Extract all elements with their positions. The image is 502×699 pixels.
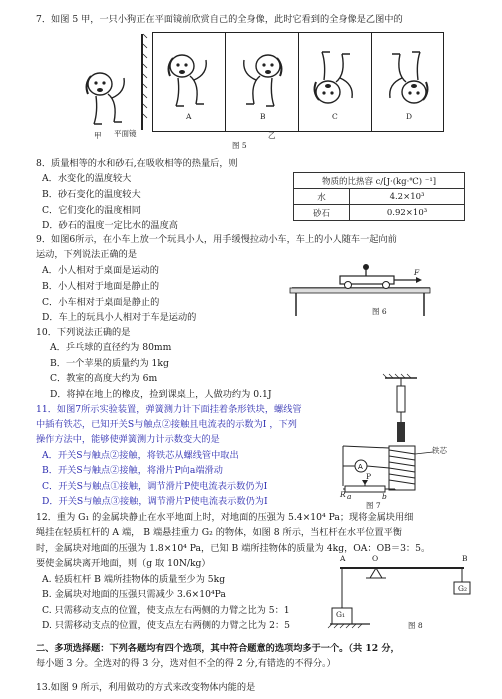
q13-stem: 13.如图 9 所示，利用做功的方式来改变物体内能的是 (36, 682, 256, 693)
q11-option-c: C．开关S与触点①接触，调节滑片P使电流表示数仍为I (42, 481, 268, 492)
q12-line-4: 要使金属块离开地面，则（g 取 10N/kg） (36, 558, 211, 569)
slider-label: P (366, 472, 372, 481)
section2-heading-2: 每小题 3 分。全选对的得 3 分，选对但不全的得 2 分,有错选的不得分。） (36, 658, 336, 669)
q9-option-b: B．小人相对于地面是静止的 (42, 281, 160, 292)
q9-stem-1: 9．如图6所示，在小车上放一个玩具小人，用手缓慢拉动小车，车上的小人随车一起向前 (36, 234, 397, 245)
specific-heat-table (293, 172, 465, 221)
q11-option-a: A．开关S与触点②接触，将铁芯从螺线管中取出 (42, 450, 239, 461)
weight-g1-label: G₁ (336, 610, 345, 619)
terminal-a-label: a (347, 492, 352, 501)
label-mirror: 平面镜 (114, 129, 137, 138)
q12-option-d: D. 只需移动支点的位置，使支点左右两侧的力臂之比为 2：5 (42, 620, 290, 631)
q8-option-c: C．它们变化的温度相同 (42, 205, 141, 216)
terminal-b-label: b (382, 492, 387, 501)
mirror-line (140, 34, 146, 134)
table-cell: 4.2×10³ (350, 189, 465, 205)
q9-option-c: C．小车相对于桌面是静止的 (42, 297, 160, 308)
fulcrum-o-label: O (372, 554, 379, 563)
table-header: 物质的比热容 c/[J·(kg·℃) ⁻¹] (294, 173, 465, 189)
option-a-label: A (186, 112, 192, 121)
option-c-label: C (332, 112, 338, 121)
q11-option-b: B．开关S与触点②接触，将滑片P向a端滑动 (42, 465, 223, 476)
fig6-caption: 图 6 (372, 307, 387, 316)
lever-end-b-label: B (462, 554, 468, 563)
q11-option-d: D．开关S与触点③接触，调节滑片P使电流表示数仍为I (42, 496, 268, 507)
q11-stem-2: 中插有铁芯，已知开关S与触点②接触且电流表的示数为I ，下列 (36, 419, 297, 430)
q7-stem: 7．如图 5 甲，一只小狗正在平面镜前欣赏自己的全身像，此时它看到的全身像是乙图中的 (36, 14, 403, 25)
q10-option-c: C．教室的高度大约为 6m (50, 373, 158, 384)
dog-option-b-icon (234, 48, 290, 110)
fig7-circuit-diagram (335, 376, 465, 501)
weight-g2-label: G₂ (458, 584, 467, 593)
fig8-caption: 图 8 (408, 621, 423, 630)
q10-option-b: B．一个苹果的质量约为 1kg (50, 358, 169, 369)
iron-core-label: 铁芯 (432, 446, 447, 455)
option-b-label: B (260, 112, 266, 121)
q10-stem: 10．下列说法正确的是 (36, 327, 131, 338)
q11-stem-1: 11．如图7所示实验装置，弹簧测力计下面挂着条形铁块，螺线管 (36, 404, 302, 415)
table-cell: 水 (294, 189, 350, 205)
q12-option-c: C. 只需移动支点的位置，使支点左右两侧的力臂之比为 5：1 (42, 605, 290, 616)
fig5-caption: 图 5 (232, 141, 247, 150)
fig6-cart-diagram (290, 258, 440, 318)
fig8-lever-diagram (330, 560, 470, 630)
dog-option-a-icon (160, 48, 216, 110)
label-jia: 甲 (94, 131, 102, 140)
q8-stem: 8．质量相等的水和砂石,在吸收相等的热量后，则 (36, 158, 238, 169)
fig7-caption: 图 7 (366, 501, 381, 510)
q10-option-a: A．乒乓球的直径约为 80mm (50, 342, 172, 353)
dog-option-c-icon (306, 48, 362, 110)
q9-option-a: A．小人相对于桌面是运动的 (42, 265, 159, 276)
table-cell: 砂石 (294, 205, 350, 221)
q12-line-3: 时，金属块对地面的压强为 1.8×10⁴ Pa，已知 B 端所挂物体的质量为 4kg，OA：OB＝3：5。 (36, 543, 431, 554)
q9-option-d: D．车上的玩具小人相对于车是运动的 (42, 312, 197, 323)
dog-option-d-icon (380, 48, 436, 110)
lever-end-a-label: A (340, 554, 346, 563)
section2-heading-1: 二、多项选择题：下列各题均有四个选项，其中符合题意的选项均多于一个。（共 12 分， (36, 643, 400, 654)
dog-icon (78, 66, 134, 128)
q8-option-b: B．砂石变化的温度较大 (42, 189, 141, 200)
q12-line-1: 12．重为 G₁ 的金属块静止在水平地面上时，对地面的压强为 5.4×10⁴ Pa；现将金属块用细 (36, 512, 414, 523)
q8-option-d: D．砂石的温度一定比水的温度高 (42, 220, 178, 231)
q9-stem-2: 运动，下列说法正确的是 (36, 249, 138, 260)
q12-option-b: B. 金属块对地面的压强只需减少 3.6×10⁴Pa (42, 589, 226, 600)
force-label: F (414, 268, 420, 277)
svg-text:A: A (358, 463, 363, 471)
q10-option-d: D．将掉在地上的橡皮，捡到课桌上，人做功约为 0.1J (50, 389, 272, 400)
resistor-label: R (340, 490, 346, 499)
q12-line-2: 绳挂在轻质杠杆的 A 端， B 端悬挂重力 G₂ 的物体，如图 8 所示，当杠杆在水平位置平衡 (36, 527, 402, 538)
q8-option-a: A．水变化的温度较大 (42, 173, 132, 184)
label-yi: 乙 (268, 131, 276, 140)
q11-stem-3: 操作方法中，能够使弹簧测力计示数变大的是 (36, 434, 220, 445)
table-cell: 0.92×10³ (350, 205, 465, 221)
option-d-label: D (406, 112, 413, 121)
q12-option-a: A. 轻质杠杆 B 端所挂物体的质量至少为 5kg (42, 574, 226, 585)
